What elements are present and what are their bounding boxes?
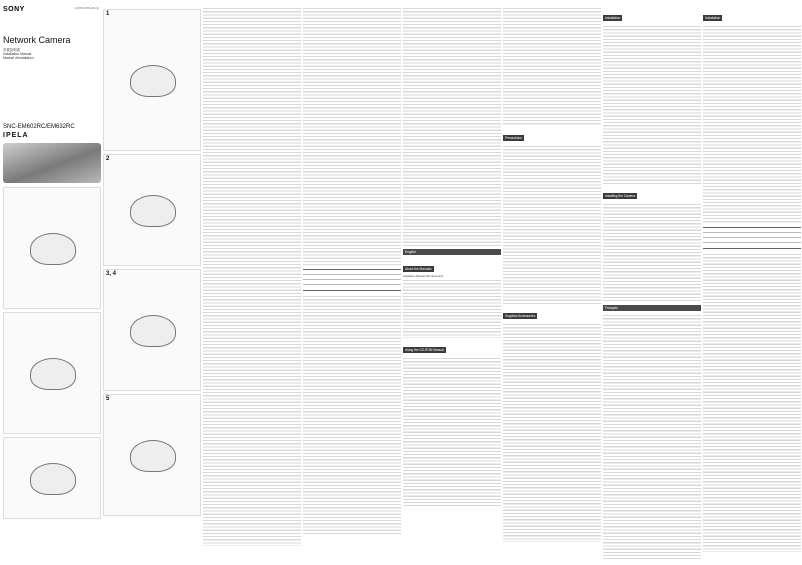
japanese-text (303, 6, 401, 266)
heading-installation-fr: Installation (705, 16, 721, 20)
section-francais: Français (603, 305, 701, 311)
model-number: SNC-EM602RC/EM632RC (3, 123, 75, 130)
heading-installation-manual: Installation Manual (this document) (403, 275, 444, 278)
figures-column (103, 6, 201, 559)
subtitle-en: Installation Manual (3, 52, 32, 57)
figure-camera-top (3, 187, 101, 309)
figure-1 (103, 9, 201, 151)
subtitle-fr: Manuel d'installation (3, 56, 34, 61)
spec-table-fr (703, 227, 801, 249)
figure-5 (103, 394, 201, 516)
heading-supplied-accessories: Supplied Accessories (505, 314, 536, 318)
figure-camera-parts (3, 312, 101, 434)
figure-number: 1 (106, 11, 110, 17)
figure-number: 3, 4 (106, 271, 117, 277)
french-text (703, 252, 801, 552)
english-text (503, 144, 601, 304)
english-text (403, 356, 501, 506)
french-text (603, 313, 701, 559)
subtitle-ja: 設置説明書 (3, 48, 20, 52)
figure-2 (103, 154, 201, 266)
english-text (603, 202, 701, 302)
english-column-1 (403, 6, 501, 559)
english-column-2 (503, 6, 601, 559)
heading-installation: Installation (605, 16, 621, 20)
japanese-column-1 (203, 6, 301, 559)
english-text (403, 278, 501, 338)
english-text (503, 6, 601, 126)
heading-using-cdrom: Using the CD-ROM Manual (405, 348, 444, 353)
heading-precautions: Precautions (505, 136, 522, 140)
figure-mount (3, 437, 101, 519)
english-text (503, 322, 601, 542)
product-line-logo: IPELA (3, 131, 29, 139)
figure-3-4 (103, 269, 201, 391)
japanese-text (303, 294, 401, 534)
document-code: 4-XXX-XXX-01 (1) (74, 6, 99, 10)
spec-table (303, 269, 401, 291)
brand-logo: SONY (3, 6, 25, 13)
japanese-text (203, 6, 301, 546)
cover-column (3, 6, 101, 559)
camera-photo (3, 143, 101, 183)
document-title: Network Camera (3, 35, 71, 45)
figure-number: 2 (106, 156, 110, 162)
french-text (703, 24, 801, 224)
heading-installing-camera: Installing the Camera (605, 194, 636, 198)
subtitle-list (3, 48, 101, 61)
heading-about-manuals: About the Manuals (405, 267, 432, 271)
figure-number: 5 (106, 396, 110, 402)
japanese-column-2 (303, 6, 401, 559)
japanese-text (403, 6, 501, 246)
english-column-3 (603, 6, 701, 559)
section-english: English (403, 249, 501, 255)
english-text (603, 24, 701, 184)
french-column (703, 6, 801, 559)
